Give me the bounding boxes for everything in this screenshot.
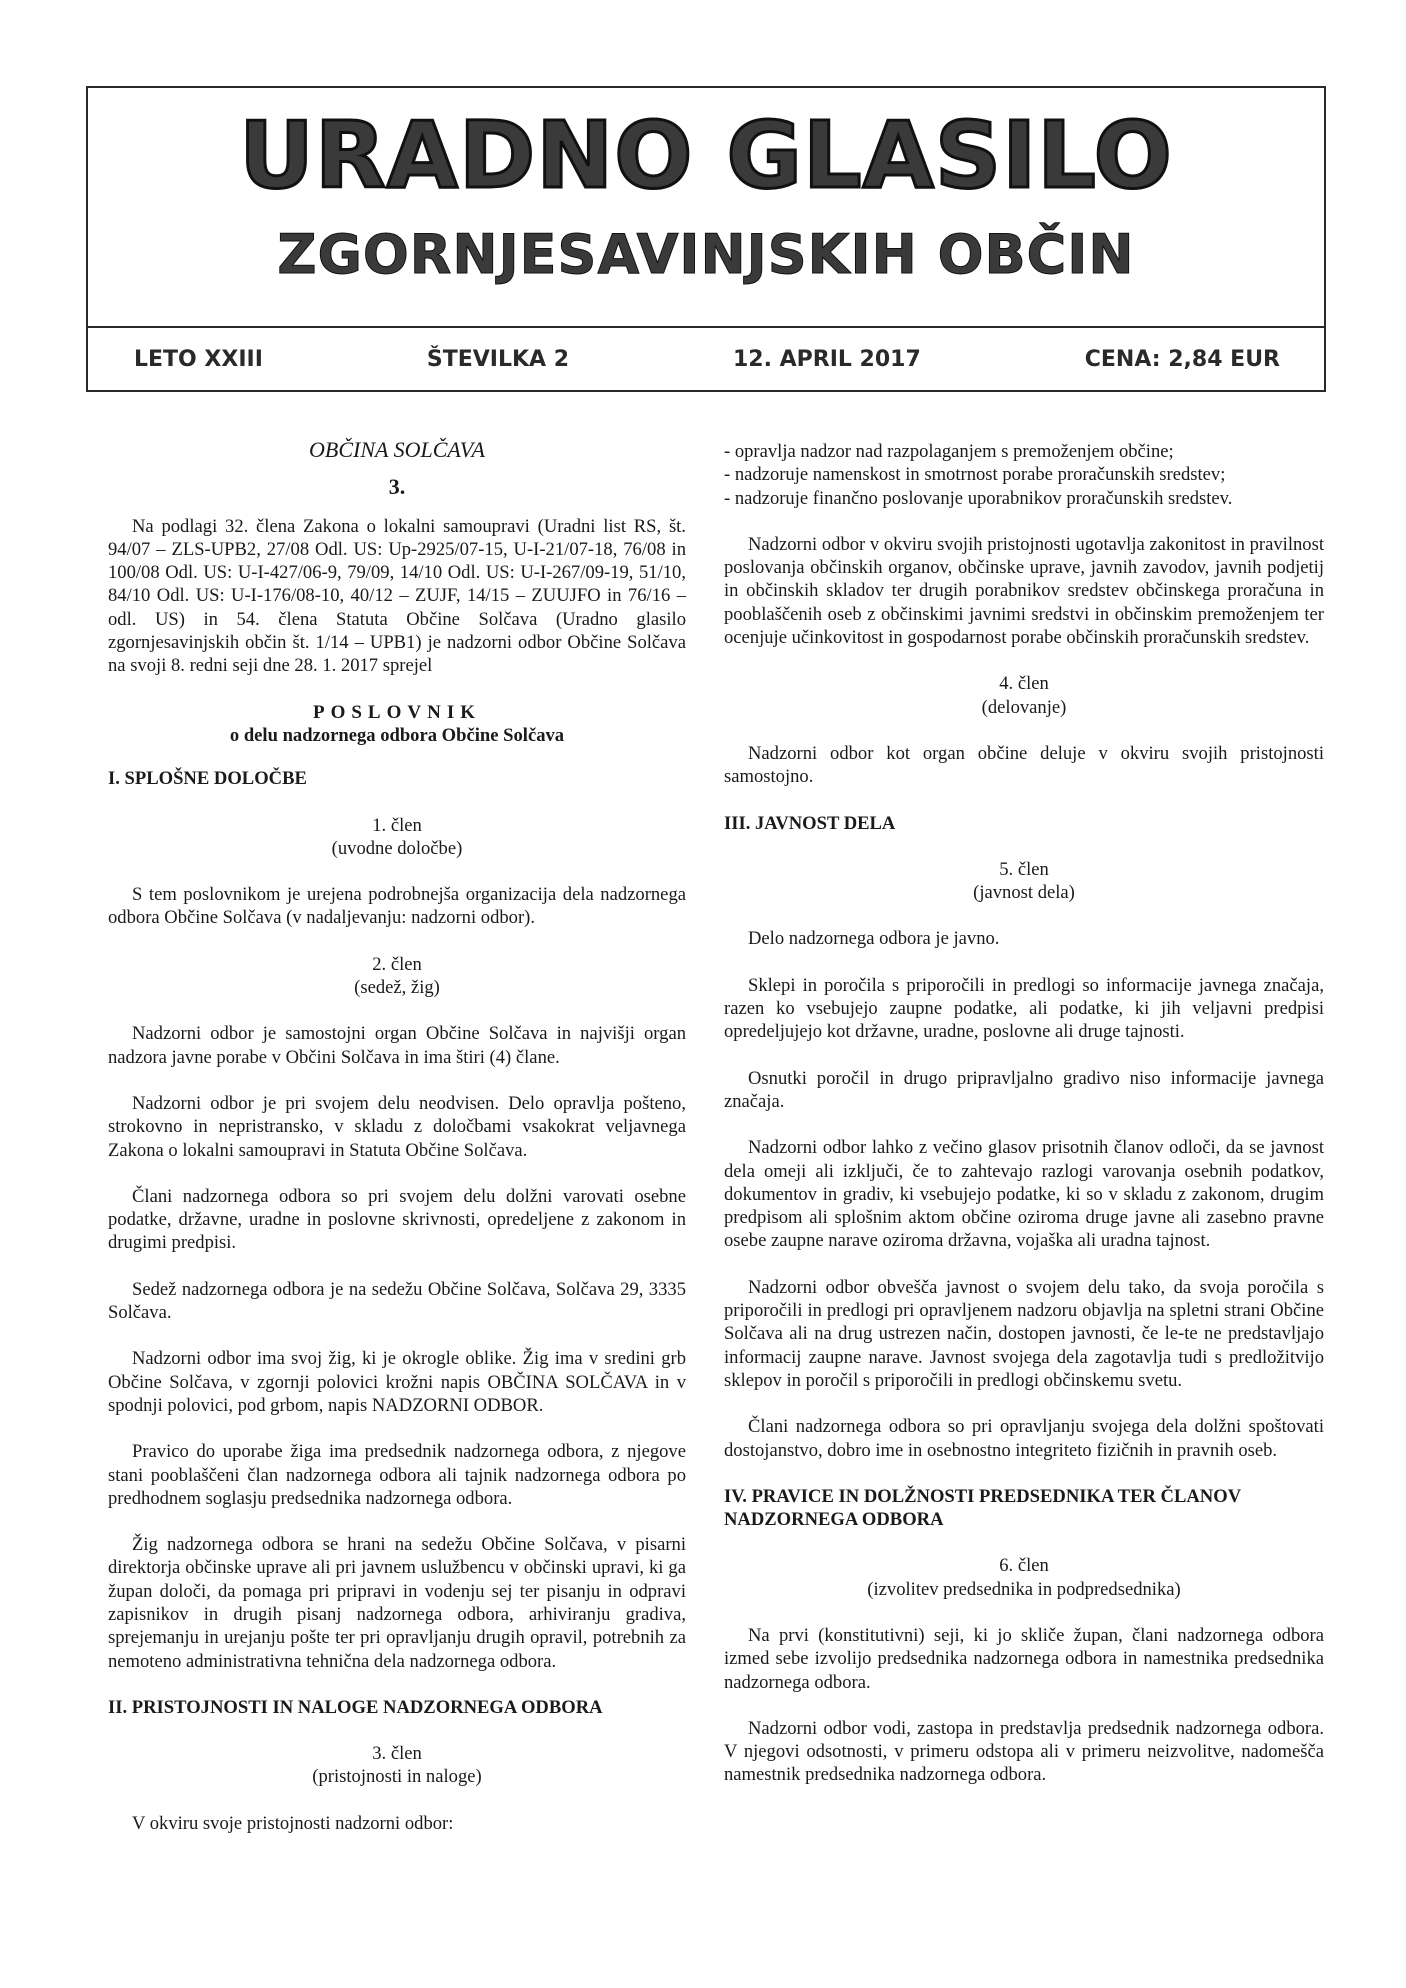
- paragraph: Nadzorni odbor lahko z večino glasov prisotnih članov odloči, da se javnost dela omeji ali izključi, če to zahtevajo razlogi varovanja osebnih podatkov, dokumentov in gradiv, ki vsebujejo podatke, ki so v skladu z zakonom, drugim predpisom ali splošnim aktom občine oziroma druge javne ali zasebno pravne osebe zaupne narave oziroma državna, vojaška ali uradna tajnost.: [724, 1137, 1324, 1252]
- paragraph: Na prvi (konstitutivni) seji, ki jo skliče župan, člani nadzornega odbora izmed sebe izvolijo predsednika nadzornega odbora in namestnika predsednika nadzornega odbora.: [724, 1624, 1324, 1693]
- section-heading-1: I. SPLOŠNE DOLOČBE: [108, 768, 307, 790]
- article-4-heading: [724, 672, 1324, 719]
- paragraph: Pravico do uporabe žiga ima predsednik nadzornega odbora, z njegove stani pooblaščeni član nadzornega odbora ali tajnik nadzornega odbora po predhodnem soglasju predsednika nadzornega odbora.: [108, 1441, 686, 1509]
- intro-paragraph: Na podlagi 32. člena Zakona o lokalni samoupravi (Uradni list RS, št. 94/07 – ZLS-UPB2, 27/08 Odl. US: Up-2925/07-15, U-I-21/07-18, 76/08 in 100/08 Odl. US: U-I-427/06-9, 79/09, 14/10 Odl. US: U-I-267/09-19, 51/10, 84/10 Odl. US: U-I-176/08-10, 40/12 – ZUJF, 14/15 – ZUUJFO in 76/16 – odl. US) in 54. člena Statuta Občine Solčava (Uradno glasilo zgornjesavinjskih občin št. 1/14 – UPB1) je nadzorni odbor Občine Solčava na svoji 8. redni seji dne 28. 1. 2017 sprejel: [108, 515, 686, 677]
- paragraph: Delo nadzornega odbora je javno.: [748, 928, 1000, 950]
- issue-number: ŠTEVILKA 2: [426, 346, 570, 372]
- document-title-main: POSLOVNIK: [312, 701, 482, 723]
- paragraph: Nadzorni odbor obvešča javnost o svojem delu tako, da svoja poročila s priporočili in predlogi pri opravljenem nadzoru objavlja na spletni strani Občine Solčava ali na drug ustrezen način, dostopen javnosti, če le-te ne predstavljajo informacij zaupne narave. Javnost svojega dela zagotavlja tudi s predložitvijo sklepov in poročil s priporočili in predlogi občinskemu svetu.: [724, 1276, 1324, 1391]
- paragraph: S tem poslovnikom je urejena podrobnejša organizacija dela nadzornega odbora Občine Solčava (v nadaljevanju: nadzorni odbor).: [108, 884, 686, 929]
- article-2-heading: [108, 953, 686, 1000]
- paragraph: Člani nadzornega odbora so pri opravljanju svojega dela dolžni spoštovati dostojanstvo, dobro ime in osebnostno integriteto fizičnih in pravnih oseb.: [724, 1416, 1324, 1461]
- article-number: 2. člen: [372, 953, 422, 975]
- article-number: 3. člen: [372, 1743, 422, 1765]
- list-item: - opravlja nadzor nad razpolaganjem s premoženjem občine;: [724, 441, 1174, 462]
- paragraph: Nadzorni odbor ima svoj žig, ki je okrogle oblike. Žig ima v sredini grb Občine Solčava, v zgornji polovici krožni napis OBČINA SOLČAVA in v spodnji polovici, pod grbom, napis NADZORNI ODBOR.: [108, 1348, 686, 1416]
- issue-date: 12. APRIL 2017: [732, 346, 921, 372]
- article-number: 5. člen: [999, 858, 1049, 880]
- article-name: (pristojnosti in naloge): [312, 1766, 482, 1788]
- article-number: 4. člen: [999, 673, 1049, 695]
- section-heading-3: III. JAVNOST DELA: [724, 812, 896, 834]
- section-heading-2: II. PRISTOJNOSTI IN NALOGE NADZORNEGA ODBORA: [108, 1696, 603, 1718]
- article-6-heading: [724, 1554, 1324, 1601]
- right-column: [724, 440, 1324, 1810]
- list-item: - nadzoruje finančno poslovanje uporabnikov proračunskih sredstev.: [724, 487, 1233, 509]
- left-column: [108, 438, 686, 1858]
- paragraph: Osnutki poročil in drugo pripravljalno gradivo niso informacije javnega značaja.: [724, 1067, 1324, 1112]
- list-item: - nadzoruje namenskost in smotrnost porabe proračunskih sredstev;: [724, 464, 1226, 486]
- article-name: (sedež, žig): [354, 977, 440, 999]
- issue-meta-row: [88, 326, 1324, 392]
- article-number: 1. člen: [372, 814, 422, 836]
- article-number: 6. člen: [999, 1555, 1049, 1577]
- article-1-heading: [108, 814, 686, 861]
- paragraph: Nadzorni odbor vodi, zastopa in predstavlja predsednik nadzornega odbora. V njegovi odsotnosti, v primeru odstopa ali v primeru neizvolitve, nadomešča namestnik predsednika nadzornega odbora.: [724, 1717, 1324, 1786]
- masthead-subtitle: ZGORNJESAVINJSKIH OBČIN: [277, 223, 1135, 286]
- article-name: (delovanje): [981, 696, 1067, 718]
- paragraph: Nadzorni odbor kot organ občine deluje v okviru svojih pristojnosti samostojno.: [724, 742, 1324, 788]
- duties-list: [724, 440, 1324, 510]
- issue-year: LETO XXIII: [134, 346, 263, 372]
- issue-price: CENA: 2,84 EUR: [1084, 346, 1280, 372]
- masthead-title: URADNO GLASILO: [239, 102, 1173, 209]
- paragraph: Nadzorni odbor je samostojni organ Občine Solčava in najvišji organ nadzora javne porabe v Občini Solčava in ima štiri (4) člane.: [108, 1023, 686, 1068]
- paragraph: Sedež nadzornega odbora je na sedežu Občine Solčava, Solčava 29, 3335 Solčava.: [108, 1278, 686, 1324]
- paragraph: V okviru svoje pristojnosti nadzorni odbor:: [132, 1812, 454, 1834]
- article-name: (javnost dela): [973, 882, 1075, 904]
- document-title-sub: o delu nadzornega odbora Občine Solčava: [229, 724, 565, 746]
- paragraph: Nadzorni odbor je pri svojem delu neodvisen. Delo opravlja pošteno, strokovno in nepristransko, v skladu z določbami vsakokrat veljavnega Zakona o lokalni samoupravi in Statuta Občine Solčava.: [108, 1092, 686, 1161]
- article-3-heading: [108, 1742, 686, 1789]
- paragraph: Nadzorni odbor v okviru svojih pristojnosti ugotavlja zakonitost in pravilnost poslovanja občinskih organov, občinske uprave, javnih zavodov, javnih podjetij in občinskih skladov ter drugih porabnikov sredstev občinskega proračuna in pooblaščenih oseb z občinskimi javnimi sredstvi in občinskim premoženjem ter ocenjuje učinkovitost in gospodarnost porabe občinskih proračunskih sredstev.: [724, 533, 1324, 649]
- masthead-title-box: [88, 88, 1324, 328]
- document-title: [108, 701, 686, 748]
- act-number: 3.: [388, 474, 406, 500]
- article-name: (uvodne določbe): [331, 837, 463, 859]
- paragraph: Sklepi in poročila s priporočili in predlogi so informacije javnega značaja, razen ko vsebujejo zaupne podatke, ali podatke, ki jih veljavni predpisi opredeljujejo kot državne, uradne, poslovne ali druge tajnosti.: [724, 974, 1324, 1043]
- article-name: (izvolitev predsednika in podpredsednika): [867, 1578, 1181, 1600]
- municipality-heading: OBČINA SOLČAVA: [309, 437, 485, 462]
- section-heading-4: IV. PRAVICE IN DOLŽNOSTI PREDSEDNIKA TER ČLANOV NADZORNEGA ODBORA: [724, 1485, 1241, 1531]
- masthead: [86, 86, 1326, 392]
- paragraph: Člani nadzornega odbora so pri svojem delu dolžni varovati osebne podatke, državne, uradne in poslovne skrivnosti, opredeljene z zakonom in drugimi predpisi.: [108, 1185, 686, 1254]
- article-5-heading: [724, 858, 1324, 905]
- paragraph: Žig nadzornega odbora se hrani na sedežu Občine Solčava, v pisarni direktorja občinske uprave ali pri javnem uslužbencu v občinski upravi, ki ga župan določi, da pomaga pri pripravi in vodenju sej ter pisanju in odpravi zapisnikov in drugih pisanj nadzornega odbora, arhiviranju gradiva, sprejemanju in urejanju pošte ter pri opravljanju drugih opravil, potrebnih za nemoteno administrativna tehnična dela nadzornega odbora.: [108, 1534, 686, 1672]
